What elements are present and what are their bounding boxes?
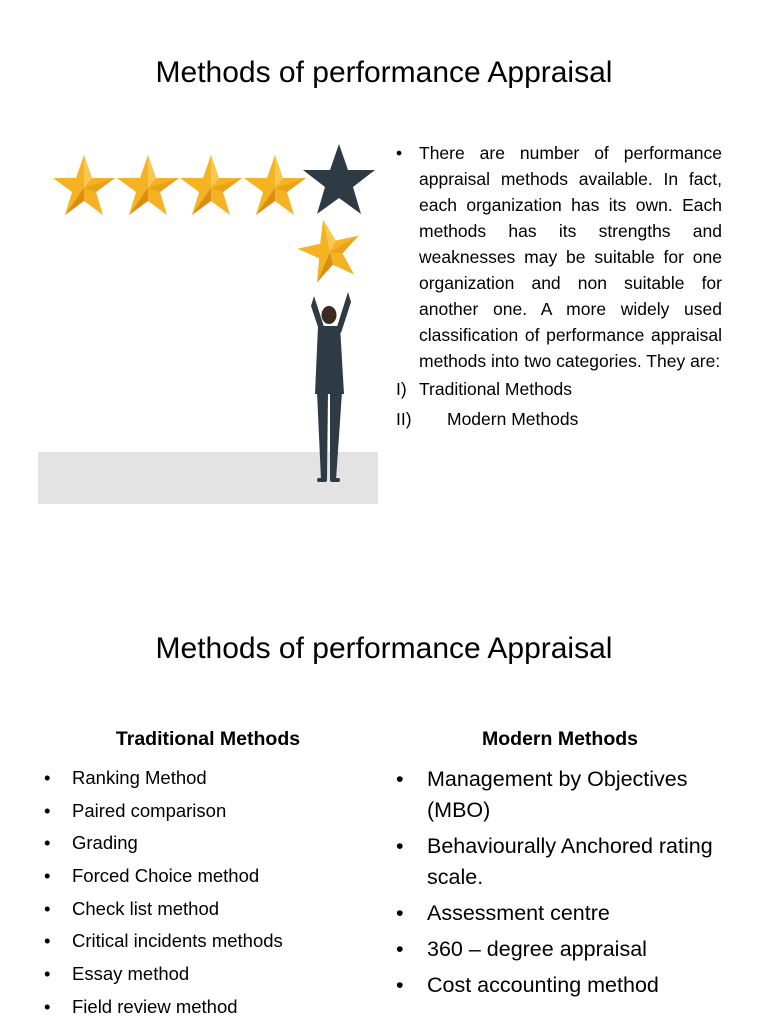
star-icon	[53, 155, 115, 215]
list-item	[44, 862, 364, 895]
list-item-label: Cost accounting method	[427, 973, 659, 997]
bullet-icon: •	[396, 973, 404, 997]
list-item-label: Essay method	[72, 963, 190, 985]
list-item	[396, 934, 736, 965]
traditional-methods-heading: Traditional Methods	[115, 728, 301, 750]
bullet-icon: •	[396, 767, 404, 791]
list-item-label: Ranking Method	[72, 767, 207, 788]
bullet-icon: •	[44, 897, 51, 919]
traditional-methods-list	[44, 764, 364, 1026]
category-label: Traditional Methods	[419, 379, 573, 399]
list-item-label: Check list method	[72, 897, 220, 919]
bullet-icon: •	[396, 901, 404, 925]
star-icon	[244, 155, 306, 215]
bullet-icon: •	[44, 832, 51, 854]
category-number: I)	[396, 379, 407, 399]
list-item	[44, 927, 364, 960]
empty-star-icon	[303, 144, 375, 214]
list-item-label: Critical incidents methods	[72, 930, 283, 952]
list-item	[396, 764, 736, 826]
list-item	[44, 993, 364, 1026]
bullet-icon: •	[44, 767, 51, 788]
rating-illustration	[38, 130, 380, 506]
category-item	[396, 404, 722, 434]
bullet-icon: •	[44, 930, 51, 952]
bullet-icon: •	[396, 937, 404, 961]
list-item-label: Paired comparison	[72, 799, 227, 821]
list-item-label: Behaviourally Anchored rating scale.	[427, 834, 713, 889]
list-item	[44, 960, 364, 993]
category-label: Modern Methods	[447, 409, 579, 429]
list-item	[396, 898, 736, 929]
intro-bullet	[396, 140, 722, 374]
list-item	[44, 829, 364, 862]
bullet-icon: •	[44, 995, 51, 1017]
bullet-icon: •	[396, 834, 404, 858]
list-item	[44, 895, 364, 928]
list-item	[44, 797, 364, 830]
bullet-icon: •	[44, 799, 51, 821]
modern-methods-heading: Modern Methods	[482, 728, 638, 750]
category-item	[396, 374, 722, 404]
slide-1-title: Methods of performance Appraisal	[155, 56, 613, 89]
bullet-icon: •	[44, 865, 51, 887]
list-item-label: Assessment centre	[427, 901, 610, 925]
star-icon	[117, 155, 179, 215]
slide-2	[0, 576, 768, 1024]
star-icon	[180, 155, 242, 215]
intro-text-block	[396, 140, 722, 434]
modern-methods-list	[396, 764, 736, 1006]
slide-2-title: Methods of performance Appraisal	[155, 632, 613, 665]
category-number: II)	[396, 409, 412, 429]
list-item	[396, 831, 736, 893]
list-item	[44, 764, 364, 797]
person-figure	[311, 292, 351, 482]
list-item-label: Field review method	[72, 995, 238, 1017]
list-item-label: 360 – degree appraisal	[427, 937, 647, 961]
intro-paragraph: There are number of performance appraisal methods available. In fact, each organization has its own. Each methods has its strengths and weaknesses may be suitable for one organization and non suitable for another one. A more widely used classification of performance appraisal methods into two categories. They are:	[419, 143, 722, 371]
bullet-icon: •	[44, 963, 51, 985]
list-item-label: Forced Choice method	[72, 865, 260, 887]
list-item	[396, 970, 736, 1001]
bullet-icon: •	[396, 143, 403, 163]
list-item-label: Management by Objectives (MBO)	[427, 767, 688, 822]
stars-figure-graphic	[38, 130, 380, 506]
list-item-label: Grading	[72, 832, 138, 854]
held-star-icon	[293, 213, 366, 285]
